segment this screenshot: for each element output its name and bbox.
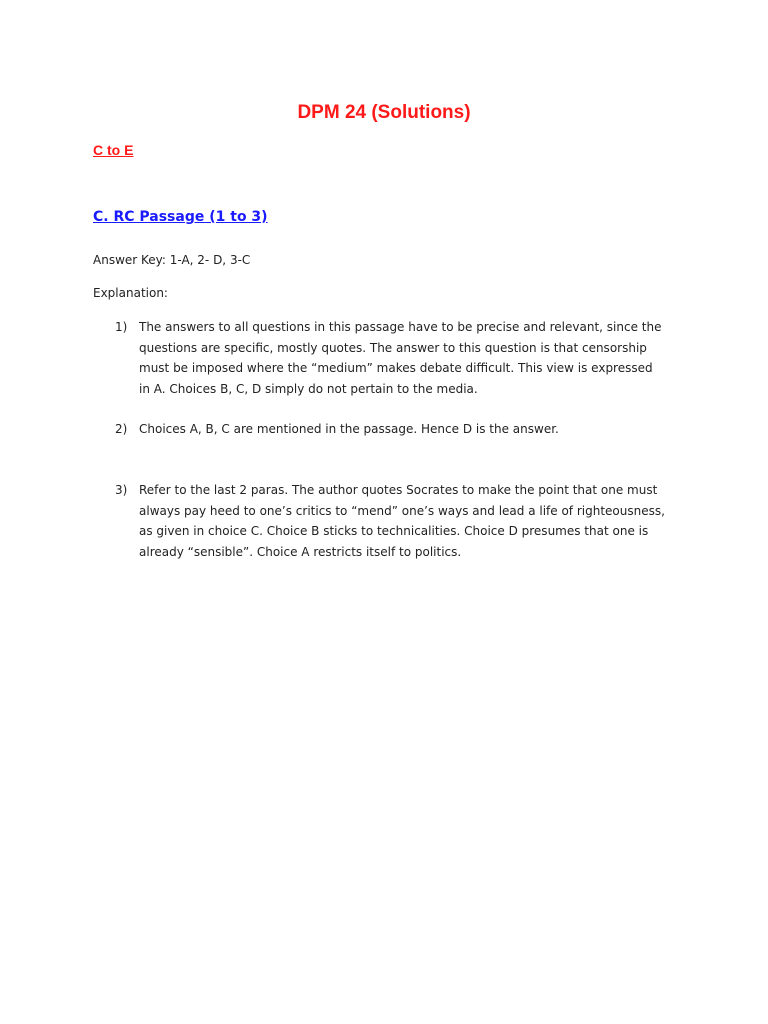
explanation-item-number: 3) xyxy=(115,483,128,497)
explanation-item-number: 1) xyxy=(115,320,128,334)
explanation-item-text: Refer to the last 2 paras. The author quotes Socrates to make the point that one must always pay heed to one’s critics to “mend” one’s ways and lead a life of righteousness, as given in choice C. Choice B sticks to technicalities. Choice D presumes that one is already “sensible”. Choice A restricts itself to politics. xyxy=(139,483,665,559)
explanation-item-1 xyxy=(115,317,675,399)
explanation-item-2 xyxy=(115,419,675,440)
explanation-item-number: 2) xyxy=(115,422,128,436)
explanation-item-text: The answers to all questions in this passage have to be precise and relevant, since the questions are specific, mostly quotes. The answer to this question is that censorship must be imposed where the “medium” makes debate difficult. This view is expressed in A. Choices B, C, D simply do not pertain to the media. xyxy=(139,320,662,396)
section-range-link[interactable]: C to E xyxy=(93,142,134,158)
passage-heading-link[interactable]: C. RC Passage (1 to 3) xyxy=(93,209,268,225)
explanation-item-text: Choices A, B, C are mentioned in the passage. Hence D is the answer. xyxy=(139,422,559,436)
explanation-item-3 xyxy=(115,480,675,562)
document-title: DPM 24 (Solutions) xyxy=(297,102,471,123)
answer-key: Answer Key: 1-A, 2- D, 3-C xyxy=(93,253,251,267)
explanation-label: Explanation: xyxy=(93,286,168,300)
